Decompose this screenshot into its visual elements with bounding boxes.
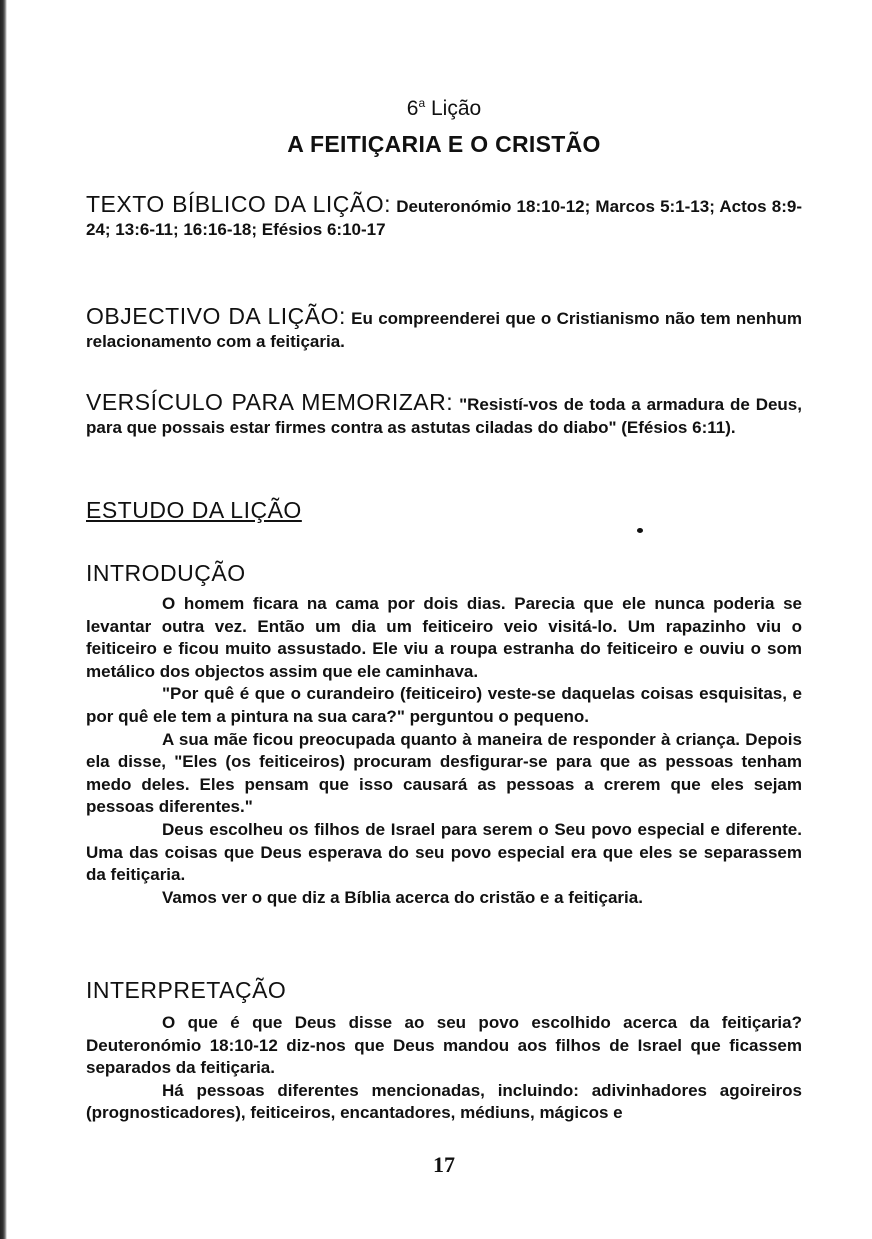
memory-verse-text: "Resistí-vos de toda a armadura de Deus, para que possais estar firmes contra as astutas ciladas do diabo" (Efésios 6:11). xyxy=(86,395,802,437)
lesson-title: A FEITIÇARIA E O CRISTÃO xyxy=(287,131,601,157)
interpretation-body xyxy=(86,1012,802,1125)
objective-label: OBJECTIVO DA LIÇÃO: xyxy=(86,303,346,329)
introduction-heading: INTRODUÇÃO xyxy=(86,560,246,586)
paragraph: Há pessoas diferentes mencionadas, incluindo: adivinhadores agoireiros (prognosticadores), feiticeiros, encantadores, médiuns, mágicos e xyxy=(86,1080,802,1123)
biblical-text-references: Deuteronómio 18:10-12; Marcos 5:1-13; Actos 8:9-24; 13:6-11; 16:16-18; Efésios 6:10-17 xyxy=(86,197,802,239)
introduction-body xyxy=(86,593,802,909)
memory-verse-label: VERSÍCULO PARA MEMORIZAR: xyxy=(86,389,454,415)
objective-text: Eu compreenderei que o Cristianismo não tem nenhum relacionamento com a feitiçaria. xyxy=(86,309,802,351)
memory-verse-section xyxy=(86,391,802,439)
book-spine-edge xyxy=(0,0,7,1239)
paragraph: "Por quê é que o curandeiro (feiticeiro) veste-se daquelas coisas esquisitas, e por quê ele tem a pintura na sua cara?" perguntou o pequeno. xyxy=(86,684,802,726)
study-heading: ESTUDO DA LIÇÃO xyxy=(86,497,302,523)
paragraph: Deus escolheu os filhos de Israel para serem o Seu povo especial e diferente. Uma das coisas que Deus esperava do seu povo especial era que eles se separassem da feitiçaria. xyxy=(86,819,802,885)
lesson-number: 6$^a$ Lição xyxy=(406,96,482,120)
bullet-mark xyxy=(637,528,643,533)
paragraph: O que é que Deus disse ao seu povo escolhido acerca da feitiçaria? Deuteronómio 18:10-12 diz-nos que Deus mandou aos filhos de Israel que ficassem separados da feitiçaria. xyxy=(86,1013,802,1078)
biblical-text-section xyxy=(86,193,802,241)
paragraph: A sua mãe ficou preocupada quanto à maneira de responder à criança. Depois ela disse, "Eles (os feiticeiros) procuram desfigurar-se para que as pessoas tenham medo deles. Eles pensam que isso causará as pessoas a crerem que eles sejam pessoas diferentes." xyxy=(86,729,802,817)
biblical-text-label: TEXTO BÍBLICO DA LIÇÃO: xyxy=(86,191,392,217)
paragraph: Vamos ver o que diz a Bíblia acerca do cristão e a feitiçaria. xyxy=(162,887,643,907)
objective-section xyxy=(86,305,802,353)
paragraph: O homem ficara na cama por dois dias. Parecia que ele nunca poderia se levantar outra vez. Então um dia um feiticeiro veio visitá-lo. Um rapazinho viu o feiticeiro e ficou muito assustado. Ele viu a roupa estranha do feiticeiro e ouviu o som metálico dos objectos assim que ele caminhava. xyxy=(86,594,802,681)
page-number: 17 xyxy=(433,1152,455,1177)
interpretation-heading: INTERPRETAÇÃO xyxy=(86,977,287,1003)
